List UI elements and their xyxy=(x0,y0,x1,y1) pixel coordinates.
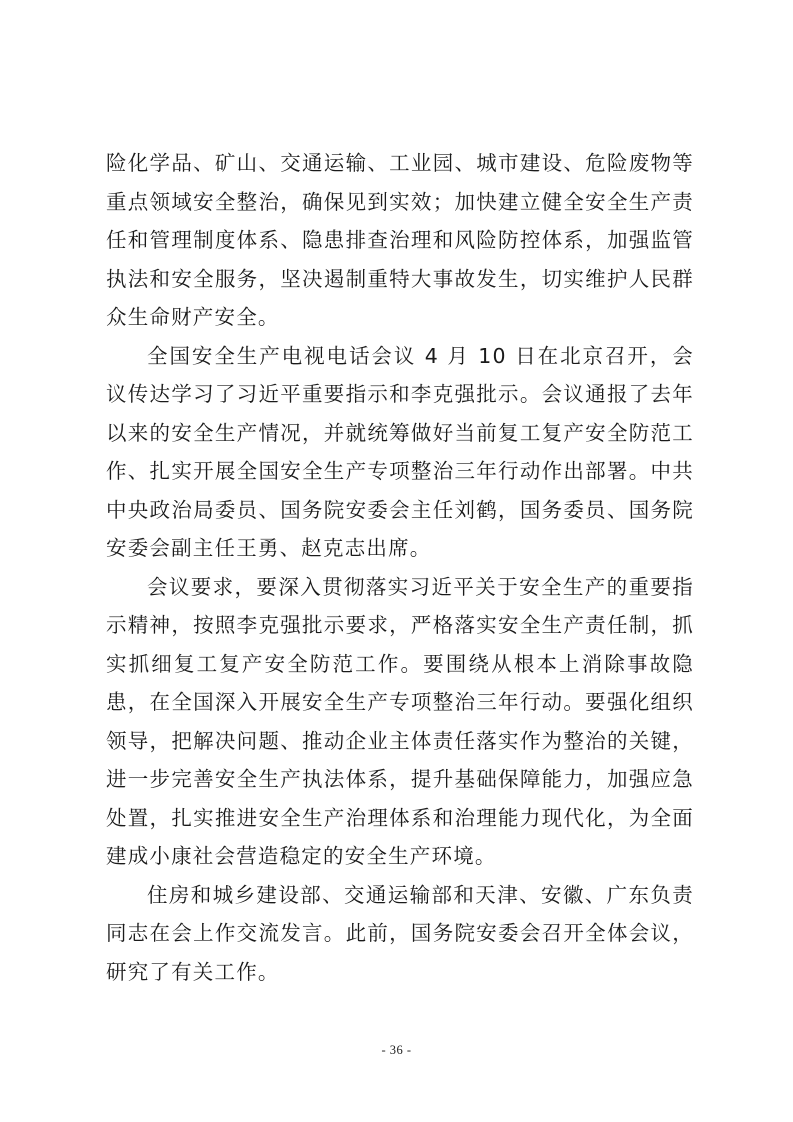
paragraph-2: 全国安全生产电视电话会议 4 月 10 日在北京召开，会议传达学习了习近平重要指示和李克强批示。会议通报了去年以来的安全生产情况，并就统筹做好当前复工复产安全防范工作、扎实开展全国安全生产专项整治三年行动作出部署。中共中央政治局委员、国务院安委会主任刘鹤，国务委员、国务院安委会副主任王勇、赵克志出席。 xyxy=(106,343,694,560)
body-text xyxy=(106,144,694,991)
paragraph-1: 险化学品、矿山、交通运输、工业园、城市建设、危险废物等重点领域安全整治，确保见到实效；加快建立健全安全生产责任和管理制度体系、隐患排查治理和风险防控体系，加强监管执法和安全服务，坚决遏制重特大事故发生，切实维护人民群众生命财产安全。 xyxy=(106,151,694,329)
page-number: - 36 - xyxy=(381,1043,412,1057)
paragraph-3: 会议要求，要深入贯彻落实习近平关于安全生产的重要指示精神，按照李克强批示要求，严格落实安全生产责任制，抓实抓细复工复产安全防范工作。要围绕从根本上消除事故隐患，在全国深入开展安全生产专项整治三年行动。要强化组织领导，把解决问题、推动企业主体责任落实作为整治的关键，进一步完善安全生产执法体系，提升基础保障能力，加强应急处置，扎实推进安全生产治理体系和治理能力现代化，为全面建成小康社会营造稳定的安全生产环境。 xyxy=(106,574,694,868)
paragraph-4: 住房和城乡建设部、交通运输部和天津、安徽、广东负责同志在会上作交流发言。此前，国务院安委会召开全体会议，研究了有关工作。 xyxy=(106,882,694,984)
